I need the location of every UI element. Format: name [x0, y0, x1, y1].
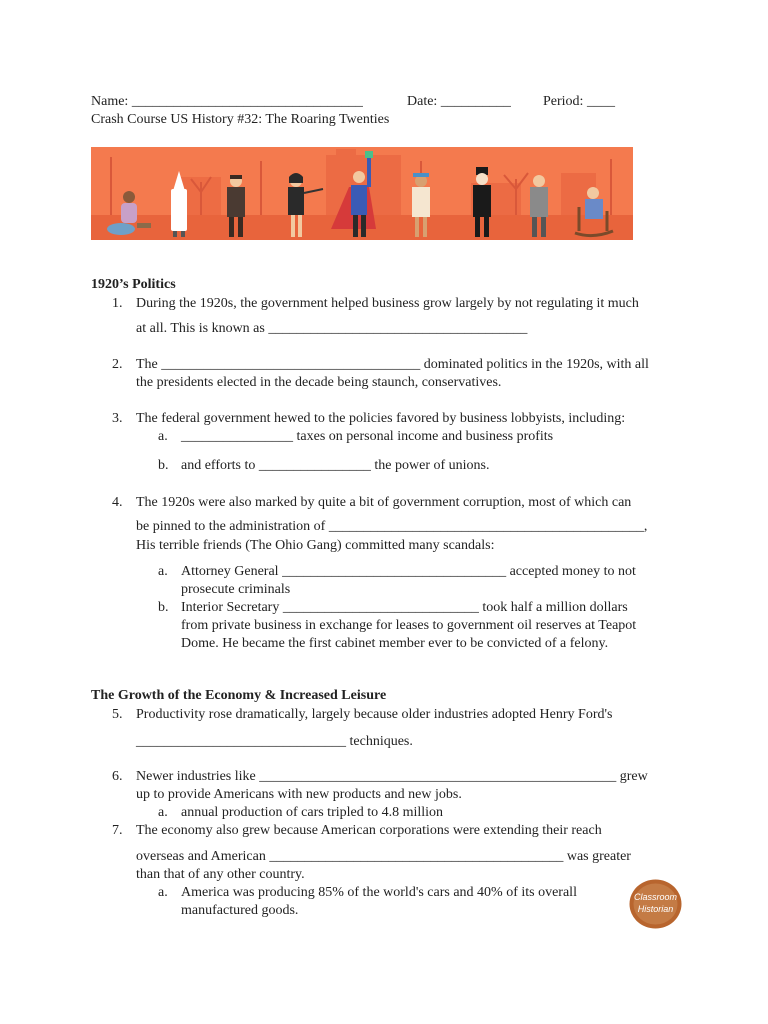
q7-line2: overseas and American __________________________________________ was greater	[136, 849, 631, 864]
q4-line2: be pinned to the administration of _____________________________________________,	[136, 519, 648, 534]
roaring-twenties-banner	[91, 147, 633, 240]
q4-b-label: b.	[158, 600, 169, 615]
q5-number: 5.	[112, 707, 123, 722]
q7-a-label: a.	[158, 885, 168, 900]
q6-number: 6.	[112, 769, 123, 784]
worksheet-title: Crash Course US History #32: The Roaring Twenties	[91, 112, 390, 127]
q2-number: 2.	[112, 357, 123, 372]
q4-b-line1: Interior Secretary ____________________________ took half a million dollars	[181, 600, 628, 615]
q3-b-text: and efforts to ________________ the power of unions.	[181, 458, 490, 473]
logo-line1: Classroom	[633, 892, 678, 902]
q3-a-label: a.	[158, 429, 168, 444]
q4-a-line1: Attorney General ________________________________ accepted money to not	[181, 564, 636, 579]
q3-a-text: ________________ taxes on personal income and business profits	[181, 429, 554, 444]
section-heading-economy: The Growth of the Economy & Increased Leisure	[91, 688, 387, 703]
q4-number: 4.	[112, 495, 123, 510]
q5-line2: ______________________________ techniques.	[136, 734, 413, 749]
q7-line1: The economy also grew because American corporations were extending their reach	[136, 823, 602, 838]
q1-number: 1.	[112, 296, 123, 311]
q4-b-line3: Dome. He became the first cabinet member ever to be convicted of a felony.	[181, 636, 609, 651]
q4-line1: The 1920s were also marked by quite a bit of government corruption, most of which can	[136, 495, 632, 510]
q6-line2: up to provide Americans with new products and new jobs.	[136, 787, 462, 802]
q6-line1: Newer industries like ___________________________________________________ grew	[136, 769, 648, 784]
q6-a-text: annual production of cars tripled to 4.8 million	[181, 805, 444, 820]
q1-line1: During the 1920s, the government helped business grow largely by not regulating it much	[136, 296, 639, 311]
q1-line2: at all. This is known as _____________________________________	[136, 321, 528, 336]
q6-a-label: a.	[158, 805, 168, 820]
q3-number: 3.	[112, 411, 123, 426]
q4-a-line2: prosecute criminals	[181, 582, 291, 597]
q7-number: 7.	[112, 823, 123, 838]
q7-line3: than that of any other country.	[136, 867, 305, 882]
name-field-line: Name: _________________________________	[91, 94, 363, 109]
q7-a-line1: America was producing 85% of the world's cars and 40% of its overall	[181, 885, 577, 900]
q4-b-line2: from private business in exchange for leases to government oil reserves at Teapot	[181, 618, 637, 633]
q3-b-label: b.	[158, 458, 169, 473]
section-heading-politics: 1920’s Politics	[91, 277, 176, 292]
q5-line1: Productivity rose dramatically, largely because older industries adopted Henry Ford's	[136, 707, 613, 722]
q7-a-line2: manufactured goods.	[181, 903, 299, 918]
q3-line1: The federal government hewed to the policies favored by business lobbyists, including:	[136, 411, 626, 426]
q4-a-label: a.	[158, 564, 168, 579]
q2-line1: The _____________________________________ dominated politics in the 1920s, with all	[136, 357, 649, 372]
date-field-line: Date: __________	[407, 94, 511, 109]
logo-line2: Historian	[637, 904, 674, 914]
q4-line3: His terrible friends (The Ohio Gang) committed many scandals:	[136, 538, 495, 553]
period-field-line: Period: ____	[543, 94, 615, 109]
classroom-historian-logo	[629, 879, 682, 929]
q2-line2: the presidents elected in the decade being staunch, conservatives.	[136, 375, 502, 390]
